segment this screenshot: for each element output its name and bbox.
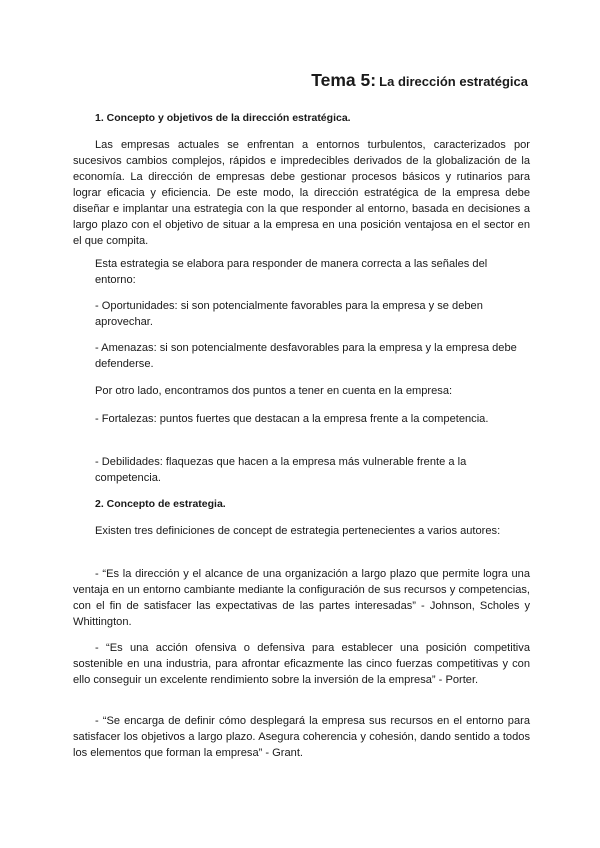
- threats-item: - Amenazas: si son potencialmente desfavorables para la empresa y la empresa debe defenderse.: [95, 342, 517, 370]
- internal-intro-paragraph: Por otro lado, encontramos dos puntos a tener en cuenta en la empresa:: [95, 385, 453, 397]
- section1-heading: 1. Concepto y objetivos de la dirección estratégica.: [95, 112, 351, 124]
- quote-grant: - “Se encarga de definir cómo desplegará la empresa sus recursos en el entorno para satisfacer los objetivos a largo plazo. Asegura coherencia y cohesión, dando sentido a todos los elementos que forman la empresa” - Grant.: [73, 715, 530, 759]
- weaknesses-item: - Debilidades: flaquezas que hacen a la empresa más vulnerable frente a la competencia.: [95, 456, 467, 484]
- section2-heading: 2. Concepto de estrategia.: [95, 498, 226, 510]
- section1-intro-paragraph: Las empresas actuales se enfrentan a entornos turbulentos, caracterizados por sucesivos cambios complejos, rápidos e impredecibles derivados de la globalización de la economía. La dirección de empresas debe gestionar procesos básicos y rutinarios para lograr eficacia y eficiencia. De este modo, la dirección estratégica de la empresa debe diseñar e implantar una estrategia con la que responder al entorno, basada en decisiones a largo plazo con el objetivo de situar a la empresa en una posición ventajosa en el sector en el que compita.: [73, 139, 530, 247]
- title-number: Tema 5:: [311, 70, 377, 90]
- title-subtitle: La dirección estratégica: [379, 74, 528, 89]
- quote-johnson: - “Es la dirección y el alcance de una organización a largo plazo que permite logra una ventaja en un entorno cambiante mediante la configuración de sus recursos y competencias, con el fin de satisfacer las expectativas de las partes interesadas” - Johnson, Scholes y Whittington.: [73, 568, 530, 628]
- strengths-item: - Fortalezas: puntos fuertes que destacan a la empresa frente a la competencia.: [95, 413, 489, 425]
- environment-intro-paragraph: Esta estrategia se elabora para responder de manera correcta a las señales del entorno:: [95, 258, 488, 286]
- opportunities-item: - Oportunidades: si son potencialmente favorables para la empresa y se deben aprovechar.: [95, 300, 483, 328]
- section2-intro-paragraph: Existen tres definiciones de concept de estrategia pertenecientes a varios autores:: [95, 525, 501, 537]
- quote-porter: - “Es una acción ofensiva o defensiva para establecer una posición competitiva sostenible en una industria, para afrontar eficazmente las cinco fuerzas competitivas y con ello conseguir un excelente rendimiento sobre la inversión de la empresa” - Porter.: [73, 642, 530, 686]
- page-title: [311, 72, 528, 91]
